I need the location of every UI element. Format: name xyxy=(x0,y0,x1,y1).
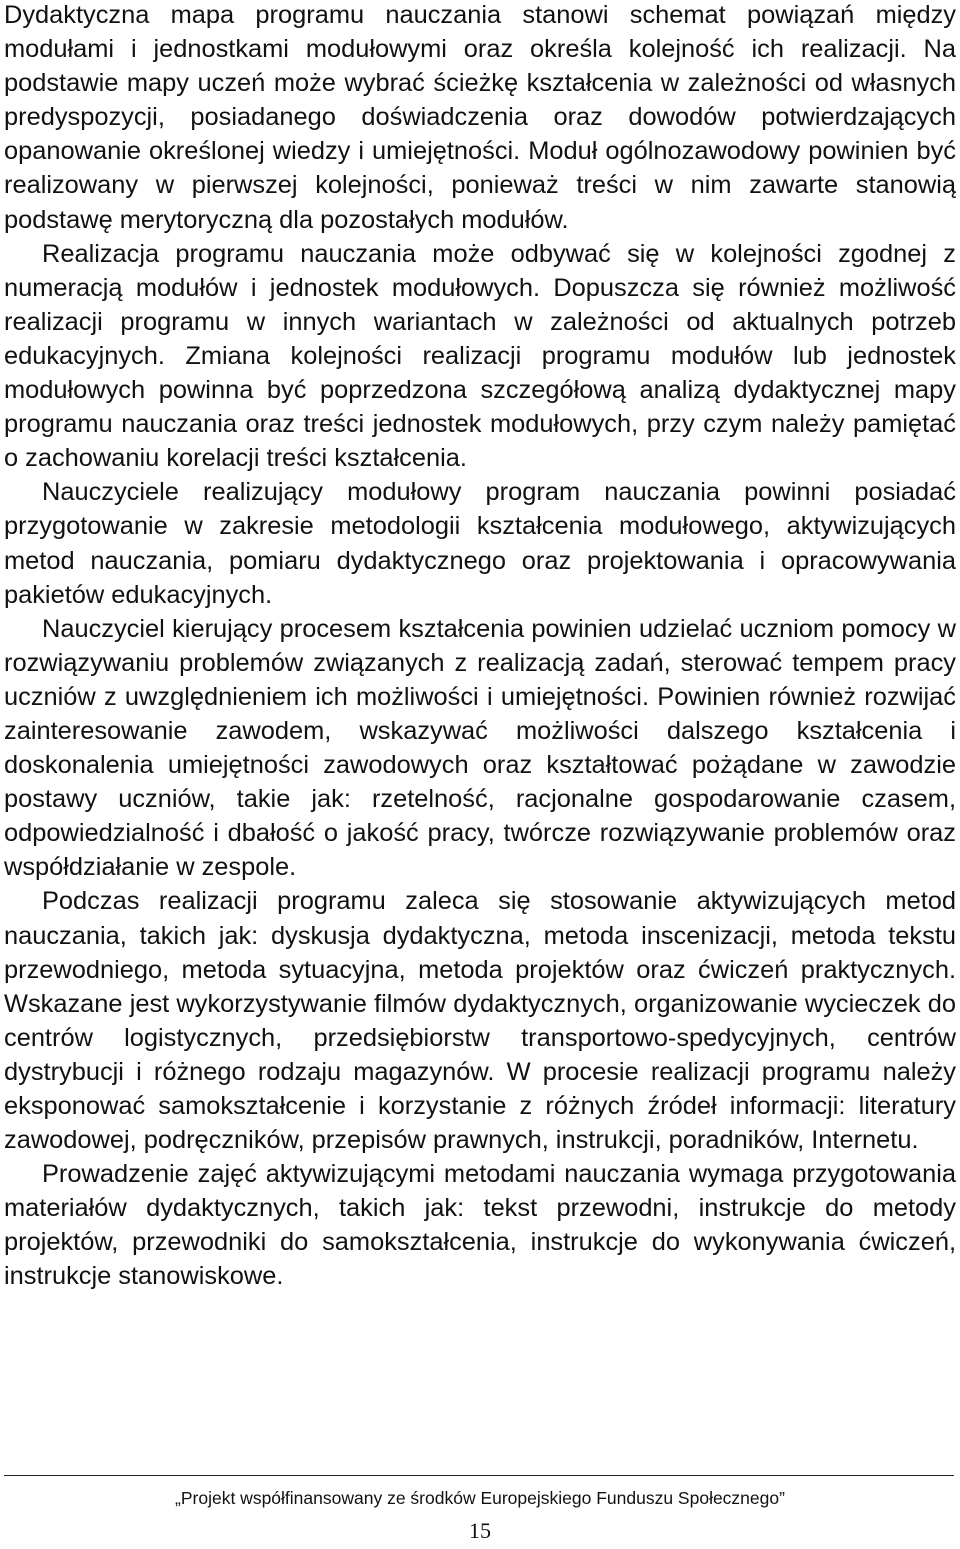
paragraph-3: Nauczyciele realizujący modułowy program nauczania powinni posiadać przygotowanie w zakresie metodologii kształcenia modułowego, aktywizujących metod nauczania, pomiaru dydaktycznego oraz projektowania i opracowywania pakietów edukacyjnych. xyxy=(4,478,956,609)
paragraph-4: Nauczyciel kierujący procesem kształcenia powinien udzielać uczniom pomocy w rozwiązywaniu problemów związanych z realizacją zadań, sterować tempem pracy uczniów z uwzględnieniem ich możliwości i umiejętności. Powinien również rozwijać zainteresowanie zawodem, wskazywać możliwości dalszego kształcenia i doskonalenia umiejętności zawodowych oraz kształtować pożądane w zawodzie postawy uczniów, takie jak: rzetelność, racjonalne gospodarowanie czasem, odpowiedzialność i dbałość o jakość pracy, twórcze rozwiązywanie problemów oraz współdziałanie w zespole. xyxy=(4,614,956,882)
paragraph-2: Realizacja programu nauczania może odbywać się w kolejności zgodnej z numeracją modułów i jednostek modułowych. Dopuszcza się również możliwość realizacji programu w innych wariantach w zależności od aktualnych potrzeb edukacyjnych. Zmiana kolejności realizacji programu modułów lub jednostek modułowych powinna być poprzedzona szczegółową analizą dydaktycznej mapy programu nauczania oraz treści jednostek modułowych, przy czym należy pamiętać o zachowaniu korelacji treści kształcenia. xyxy=(4,239,956,473)
paragraph-1: Dydaktyczna mapa programu nauczania stanowi schemat powiązań między modułami i jednostkami modułowymi oraz określa kolejność ich realizacji. Na podstawie mapy uczeń może wybrać ścieżkę kształcenia w zależności od własnych predyspozycji, posiadanego doświadczenia oraz dowodów potwierdzających opanowanie określonej wiedzy i umiejętności. Moduł ogólnozawodowy powinien być realizowany w pierwszej kolejności, ponieważ treści w nim zawarte stanowią podstawę merytoryczną dla pozostałych modułów. xyxy=(4,1,956,234)
page-body xyxy=(4,0,956,1294)
footer-divider xyxy=(4,1475,954,1476)
paragraph-6: Prowadzenie zajęć aktywizującymi metodami nauczania wymaga przygotowania materiałów dydaktycznych, takich jak: tekst przewodni, instrukcje do metody projektów, przewodniki do samokształcenia, instrukcje do wykonywania ćwiczeń, instrukcje stanowiskowe. xyxy=(4,1160,956,1291)
page-number: 15 xyxy=(469,1518,491,1543)
footer-project-note: „Projekt współfinansowany ze środków Europejskiego Funduszu Społecznego” xyxy=(175,1488,785,1508)
paragraph-5: Podczas realizacji programu zaleca się stosowanie aktywizujących metod nauczania, takich jak: dyskusja dydaktyczna, metoda inscenizacji, metoda tekstu przewodniego, metoda sytuacyjna, metoda projektów oraz ćwiczeń praktycznych. Wskazane jest wykorzystywanie filmów dydaktycznych, organizowanie wycieczek do centrów logistycznych, przedsiębiorstw transportowo-spedycyjnych, centrów dystrybucji i różnego rodzaju magazynów. W procesie realizacji programu należy eksponować samokształcenie i korzystanie z różnych źródeł informacji: literatury zawodowej, podręczników, przepisów prawnych, instrukcji, poradników, Internetu. xyxy=(4,887,956,1155)
